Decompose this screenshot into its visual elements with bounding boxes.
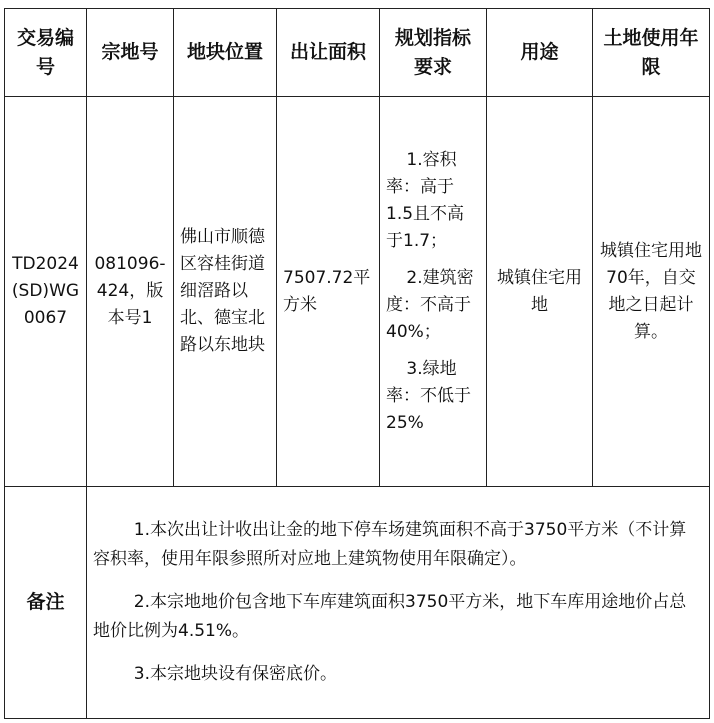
- header-area: 出让面积: [277, 9, 380, 97]
- cell-use: 城镇住宅用地: [487, 97, 593, 487]
- header-use: 用途: [487, 9, 593, 97]
- requirement-far: 1.容积率：高于1.5且不高于1.7；: [386, 149, 465, 251]
- cell-location: 佛山市顺德区容桂街道细滘路以北、德宝北路以东地块: [174, 97, 277, 487]
- remarks-label: 备注: [5, 487, 87, 719]
- header-row: [5, 9, 710, 97]
- remarks-content: [87, 487, 710, 719]
- cell-area: 7507.72平方米: [277, 97, 380, 487]
- cell-parcel-no: 081096-424，版本号1: [87, 97, 174, 487]
- remark-item: 2.本宗地地价包含地下车库建筑面积3750平方米，地下车库用途地价占总地价比例为4.51%。: [93, 592, 687, 641]
- cell-term: 城镇住宅用地70年，自交地之日起计算。: [593, 97, 710, 487]
- header-location: 地块位置: [174, 9, 277, 97]
- requirement-green: 3.绿地率：不低于25%: [386, 358, 471, 433]
- header-term: 土地使用年限: [593, 9, 710, 97]
- cell-trade-no: TD2024(SD)WG0067: [5, 97, 87, 487]
- land-transfer-table: [4, 8, 710, 719]
- header-parcel-no: 宗地号: [87, 9, 174, 97]
- requirement-density: 2.建筑密度：不高于40%；: [386, 267, 474, 342]
- remark-item: 1.本次出让计收出让金的地下停车场建筑面积不高于3750平方米（不计算容积率，使用年限参照所对应地上建筑物使用年限确定）。: [93, 520, 687, 569]
- table-row: [5, 97, 710, 487]
- remark-item: 3.本宗地块设有保密底价。: [133, 664, 338, 684]
- remarks-row: [5, 487, 710, 719]
- header-requirements: 规划指标要求: [380, 9, 487, 97]
- header-trade-no: 交易编号: [5, 9, 87, 97]
- cell-requirements: [380, 97, 487, 487]
